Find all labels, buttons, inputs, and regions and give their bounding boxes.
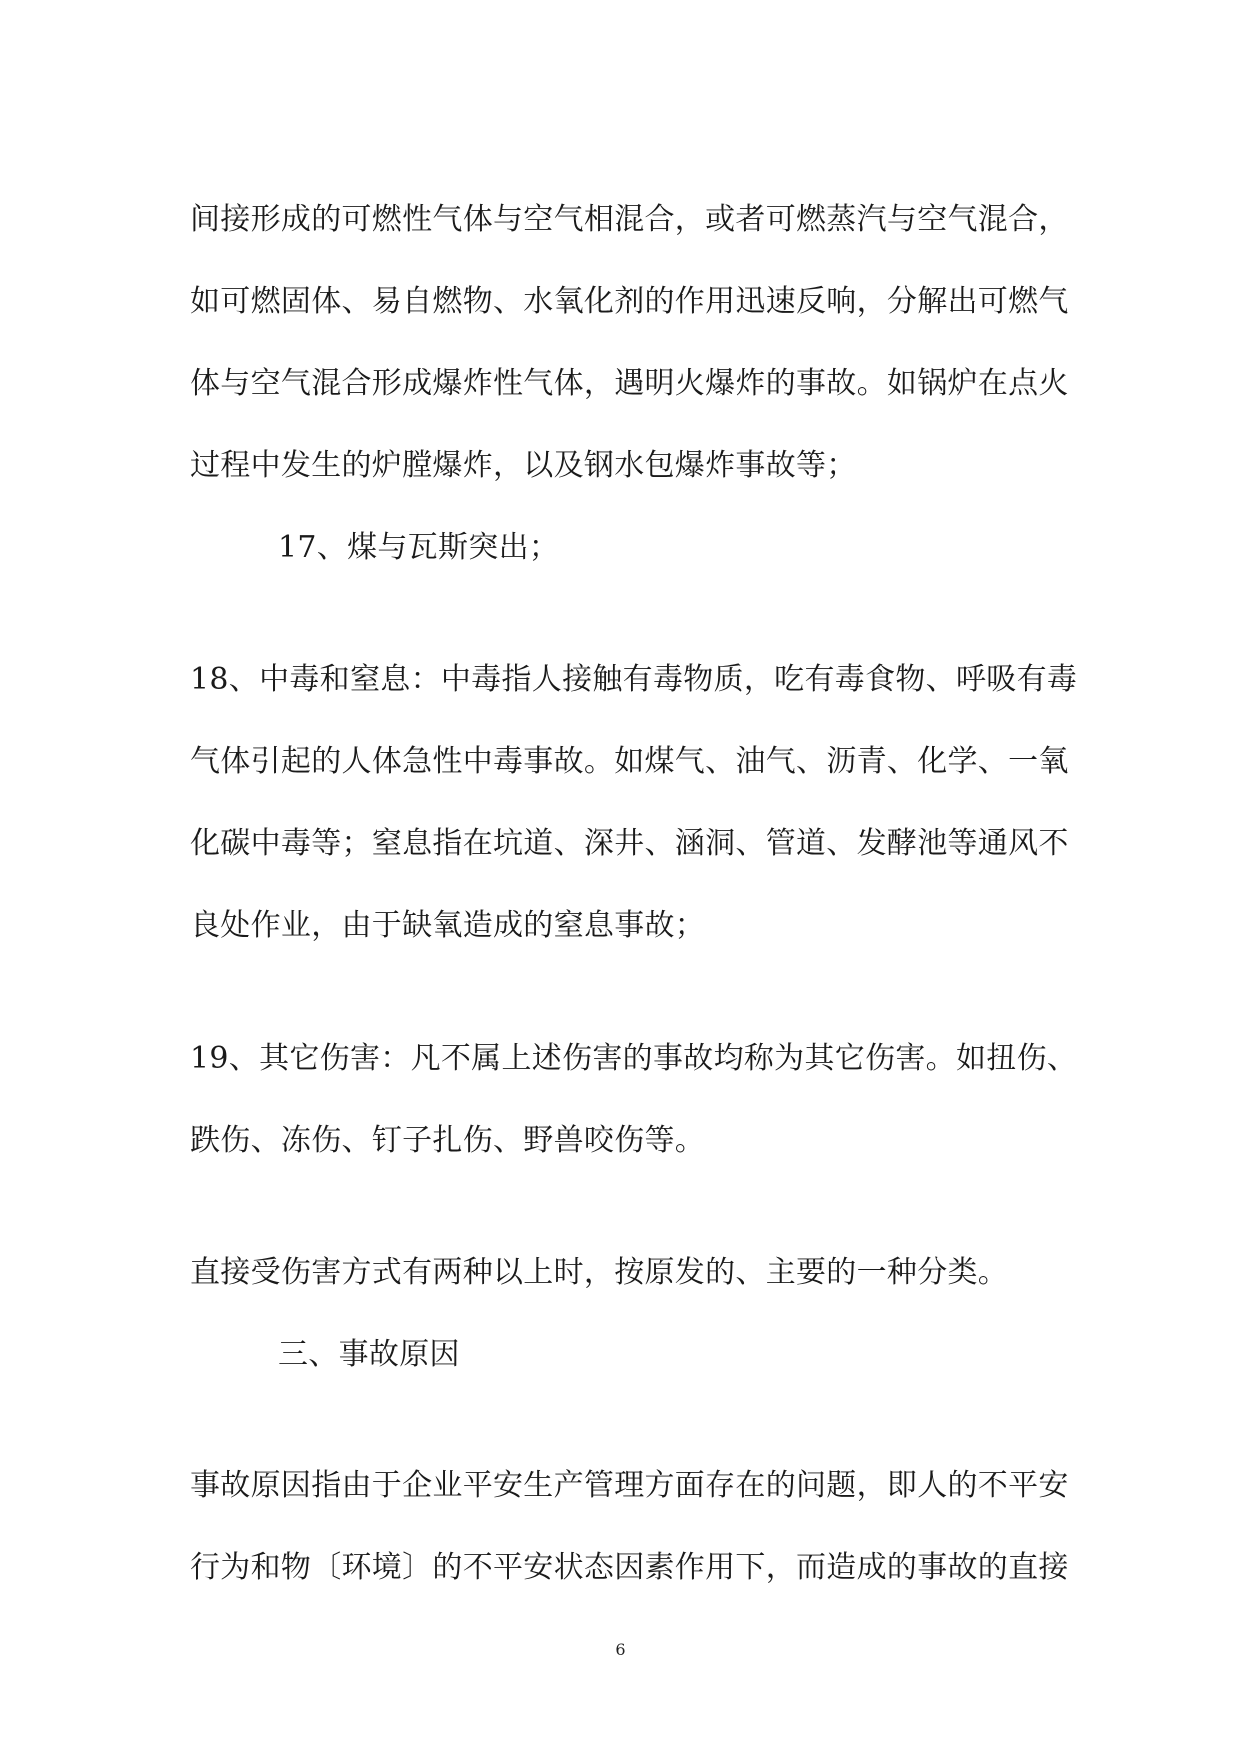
paragraph-line: 事故原因指由于企业平安生产管理方面存在的问题，即人的不平安 bbox=[190, 1468, 1069, 1503]
paragraph-line: 行为和物〔环境〕的不平安状态因素作用下，而造成的事故的直接 bbox=[190, 1550, 1069, 1585]
paragraph-line: 过程中发生的炉膛爆炸，以及钢水包爆炸事故等； bbox=[190, 448, 857, 483]
paragraph-line: 体与空气混合形成爆炸性气体，遇明火爆炸的事故。如锅炉在点火 bbox=[190, 366, 1069, 401]
paragraph-line: 气体引起的人体急性中毒事故。如煤气、油气、沥青、化学、一氧 bbox=[190, 744, 1069, 779]
paragraph-line: 良处作业，由于缺氧造成的窒息事故； bbox=[190, 908, 706, 943]
paragraph-line: 间接形成的可燃性气体与空气相混合，或者可燃蒸汽与空气混合， bbox=[190, 202, 1069, 237]
paragraph-line: 化碳中毒等；窒息指在坑道、深井、涵洞、管道、发酵池等通风不 bbox=[190, 826, 1069, 861]
list-item-19: 19、其它伤害：凡不属上述伤害的事故均称为其它伤害。如扭伤、 bbox=[190, 1041, 1078, 1076]
paragraph-line: 跌伤、冻伤、钉子扎伤、野兽咬伤等。 bbox=[190, 1123, 706, 1158]
list-item-18: 18、中毒和窒息：中毒指人接触有毒物质，吃有毒食物、呼吸有毒 bbox=[190, 662, 1078, 697]
list-item-17: 17、煤与瓦斯突出； bbox=[278, 530, 560, 565]
section-heading: 三、事故原因 bbox=[278, 1337, 460, 1372]
paragraph-line: 直接受伤害方式有两种以上时，按原发的、主要的一种分类。 bbox=[190, 1255, 1009, 1290]
page-number: 6 bbox=[615, 1640, 626, 1659]
paragraph-line: 如可燃固体、易自燃物、水氧化剂的作用迅速反响，分解出可燃气 bbox=[190, 284, 1069, 319]
